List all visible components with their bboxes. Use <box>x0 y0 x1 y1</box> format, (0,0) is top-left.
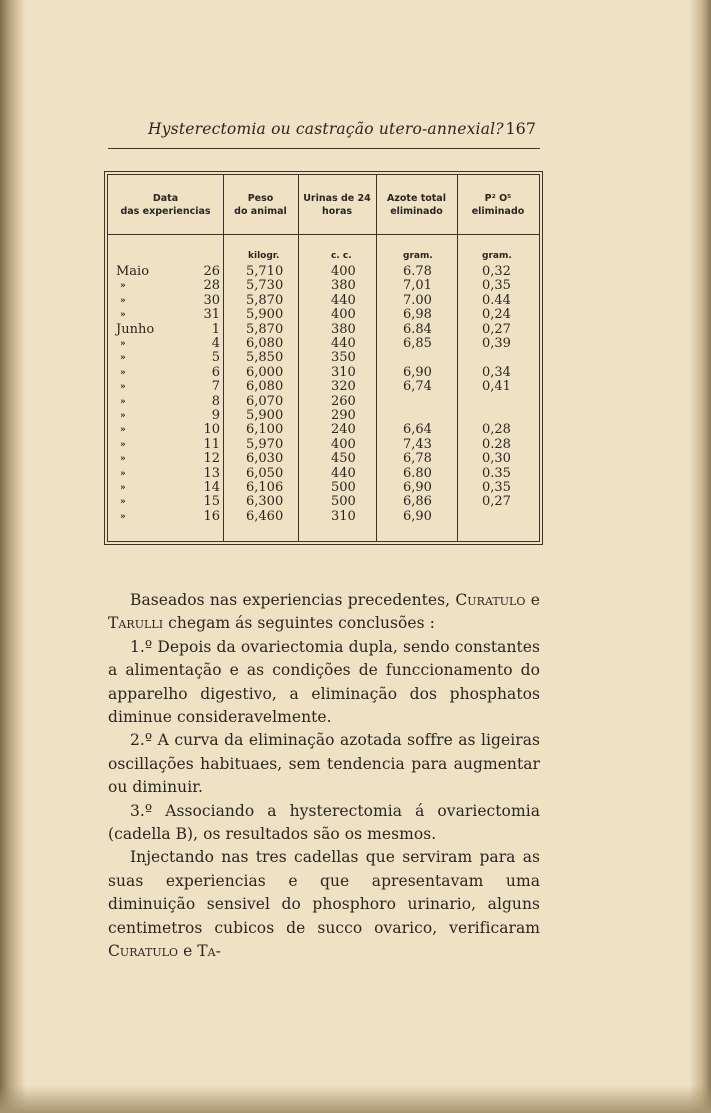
cell-month: » <box>120 454 126 465</box>
header-urine: Urinas de 24 horas <box>303 193 371 217</box>
cell-azote: 6,64 <box>403 422 432 438</box>
cell-day: 6 <box>211 364 220 380</box>
cell-p2o5: 0,27 <box>482 494 511 510</box>
cell-urine: 260 <box>331 393 356 409</box>
table-row <box>108 380 539 394</box>
cell-month: » <box>120 483 126 493</box>
table-row <box>108 452 539 466</box>
table-row <box>108 279 539 293</box>
cell-weight: 6,080 <box>246 336 284 351</box>
cell-weight: 6,460 <box>246 508 284 524</box>
table-row <box>108 294 539 308</box>
cell-month: Junho <box>116 321 155 337</box>
cell-weight: 5,870 <box>246 292 284 308</box>
page-edge-shadow-left <box>0 0 26 1113</box>
page-number: 167 <box>505 119 536 138</box>
cell-p2o5: 0,32 <box>482 264 511 279</box>
cell-weight: 5,710 <box>246 264 284 279</box>
table-row <box>108 423 539 437</box>
column-divider <box>376 175 377 541</box>
cell-day: 9 <box>211 408 220 423</box>
cell-month: » <box>120 353 126 364</box>
paragraph-conclusion-1: 1.º Depois da ovariectomia dupla, sendo constantes a alimentação e as condições de funccionamento do apparelho digestivo, a eliminação dos phosphatos diminue consideravelmente. <box>108 637 540 727</box>
unit-urine: c. c. <box>331 251 352 261</box>
cell-month: » <box>120 396 126 407</box>
cell-weight: 6,080 <box>246 379 284 395</box>
conjunction: e <box>525 591 540 609</box>
cell-urine: 440 <box>331 465 356 481</box>
cell-urine: 440 <box>331 292 356 308</box>
paragraph-intro <box>108 589 540 636</box>
cell-day: 31 <box>203 307 220 323</box>
column-divider <box>223 175 224 541</box>
header-p2o5: P² O⁵ eliminado <box>471 193 525 217</box>
cell-month: » <box>120 382 126 393</box>
cell-urine: 450 <box>331 451 356 467</box>
data-table <box>107 174 540 542</box>
column-divider <box>298 175 299 541</box>
cell-day: 30 <box>203 292 220 308</box>
cell-month: Maio <box>116 264 150 279</box>
unit-p2o5: gram. <box>482 251 512 261</box>
table-row <box>108 409 539 423</box>
cell-p2o5: 0,41 <box>482 379 511 395</box>
header-azote: Azote total eliminado <box>387 193 446 217</box>
page-edge-shadow-right <box>689 0 711 1113</box>
cell-azote: 7.00 <box>403 292 432 308</box>
cell-azote: 7,43 <box>403 436 432 452</box>
cell-month: » <box>120 497 126 508</box>
cell-urine: 310 <box>331 508 356 524</box>
cell-weight: 6,030 <box>246 451 284 467</box>
cell-urine: 500 <box>331 494 356 510</box>
cell-weight: 5,730 <box>246 278 284 294</box>
cell-weight: 6,070 <box>246 393 284 409</box>
header-date: Data das experiencias <box>120 193 211 217</box>
cell-azote: 6,86 <box>403 494 432 510</box>
intro-text: chegam ás seguintes conclusões : <box>163 614 435 633</box>
cell-day: 1 <box>211 321 220 337</box>
cell-day: 8 <box>211 393 220 409</box>
author-name: Tarulli <box>108 614 164 633</box>
table-row <box>108 351 539 365</box>
cell-weight: 6,300 <box>246 494 284 510</box>
intro-text: Baseados nas experiencias precedentes, <box>130 591 456 609</box>
cell-weight: 6,000 <box>246 364 284 380</box>
cell-day: 15 <box>203 494 220 510</box>
cell-month: » <box>120 468 126 479</box>
cell-month: » <box>120 310 126 321</box>
paragraph-injection <box>108 846 540 963</box>
page-edge-shadow-bottom <box>0 1085 711 1113</box>
table-row <box>108 265 539 279</box>
cell-day: 5 <box>211 350 220 366</box>
cell-day: 10 <box>203 422 220 438</box>
table-row <box>108 308 539 322</box>
cell-weight: 5,900 <box>246 408 284 423</box>
cell-day: 14 <box>203 480 220 495</box>
cell-day: 11 <box>203 436 220 452</box>
cell-weight: 5,870 <box>246 321 284 337</box>
cell-azote: 6.78 <box>403 264 432 279</box>
table-header-rule <box>108 234 539 235</box>
cell-azote: 6,85 <box>403 336 432 351</box>
table-row <box>108 337 539 351</box>
cell-azote: 6,90 <box>403 508 432 524</box>
header-rule <box>108 148 540 149</box>
table-row <box>108 323 539 337</box>
table-row <box>108 510 539 524</box>
running-title: Hysterectomia ou castração utero-annexial? <box>148 120 504 138</box>
cell-azote: 6,98 <box>403 307 432 323</box>
cell-p2o5: 0.28 <box>482 436 511 452</box>
cell-p2o5: 0,35 <box>482 480 511 495</box>
cell-urine: 320 <box>331 379 356 395</box>
cell-urine: 310 <box>331 364 356 380</box>
cell-month: » <box>120 425 126 436</box>
unit-weight: kilogr. <box>248 251 280 261</box>
column-divider <box>457 175 458 541</box>
cell-p2o5: 0,35 <box>482 278 511 294</box>
cell-weight: 5,850 <box>246 350 284 366</box>
running-head <box>108 118 538 144</box>
cell-month: » <box>120 295 126 306</box>
cell-day: 28 <box>203 278 220 294</box>
cell-weight: 5,900 <box>246 307 284 323</box>
cell-weight: 5,970 <box>246 436 284 452</box>
paragraph-conclusion-2: 2.º A curva da eliminação azotada soffre as ligeiras oscillações habituaes, sem tendencia para augmentar ou diminuir. <box>108 731 540 797</box>
cell-azote: 6.84 <box>403 321 432 337</box>
cell-p2o5: 0.35 <box>482 465 511 481</box>
cell-month: » <box>120 281 126 292</box>
table-row <box>108 366 539 380</box>
table-row <box>108 495 539 509</box>
cell-urine: 350 <box>331 350 356 366</box>
cell-day: 7 <box>211 379 220 395</box>
cell-day: 4 <box>211 336 220 351</box>
cell-day: 26 <box>203 264 220 279</box>
cell-p2o5: 0,28 <box>482 422 511 438</box>
header-weight: Peso do animal <box>234 193 287 217</box>
author-name: Ta- <box>197 942 221 961</box>
cell-p2o5: 0,34 <box>482 364 511 380</box>
cell-urine: 240 <box>331 422 356 438</box>
body-text <box>108 589 540 964</box>
table-row <box>108 467 539 481</box>
table-row <box>108 438 539 452</box>
cell-month: » <box>120 411 126 421</box>
cell-month: » <box>120 367 126 378</box>
cell-p2o5: 0,27 <box>482 321 511 337</box>
cell-p2o5: 0,39 <box>482 336 511 351</box>
cell-weight: 6,050 <box>246 465 284 481</box>
cell-urine: 400 <box>331 436 356 452</box>
author-name: Curatulo <box>108 942 179 961</box>
author-name: Curatulo <box>455 591 526 609</box>
cell-p2o5: 0.44 <box>482 292 511 308</box>
table-row <box>108 395 539 409</box>
table-row <box>108 481 539 495</box>
cell-azote: 6,74 <box>403 379 432 395</box>
cell-p2o5: 0,24 <box>482 307 511 323</box>
cell-p2o5: 0,30 <box>482 451 511 467</box>
cell-day: 16 <box>203 508 220 524</box>
conjunction: e <box>178 942 198 961</box>
cell-month: » <box>120 511 126 522</box>
cell-day: 13 <box>203 465 220 481</box>
cell-urine: 290 <box>331 408 356 423</box>
unit-azote: gram. <box>403 251 433 261</box>
cell-month: » <box>120 339 126 349</box>
cell-weight: 6,106 <box>246 480 284 495</box>
cell-urine: 400 <box>331 307 356 323</box>
paragraph-conclusion-3: 3.º Associando a hysterectomia á ovariectomia (cadella B), os resultados são os mesmos. <box>108 801 540 844</box>
injection-text: Injectando nas tres cadellas que serviram para as suas experiencias e que apresentavam uma diminuição sensivel do phosphoro urinario, alguns centimetros cubicos de succo ovarico, verificaram <box>108 848 540 937</box>
cell-urine: 380 <box>331 278 356 294</box>
cell-azote: 6,78 <box>403 451 432 467</box>
cell-day: 12 <box>203 451 220 467</box>
cell-urine: 380 <box>331 321 356 337</box>
cell-azote: 6,90 <box>403 364 432 380</box>
cell-urine: 440 <box>331 336 356 351</box>
cell-azote: 6,90 <box>403 480 432 495</box>
cell-azote: 7,01 <box>403 278 432 294</box>
cell-urine: 400 <box>331 264 356 279</box>
cell-month: » <box>120 439 126 450</box>
cell-azote: 6.80 <box>403 465 432 481</box>
cell-urine: 500 <box>331 480 356 495</box>
cell-weight: 6,100 <box>246 422 284 438</box>
